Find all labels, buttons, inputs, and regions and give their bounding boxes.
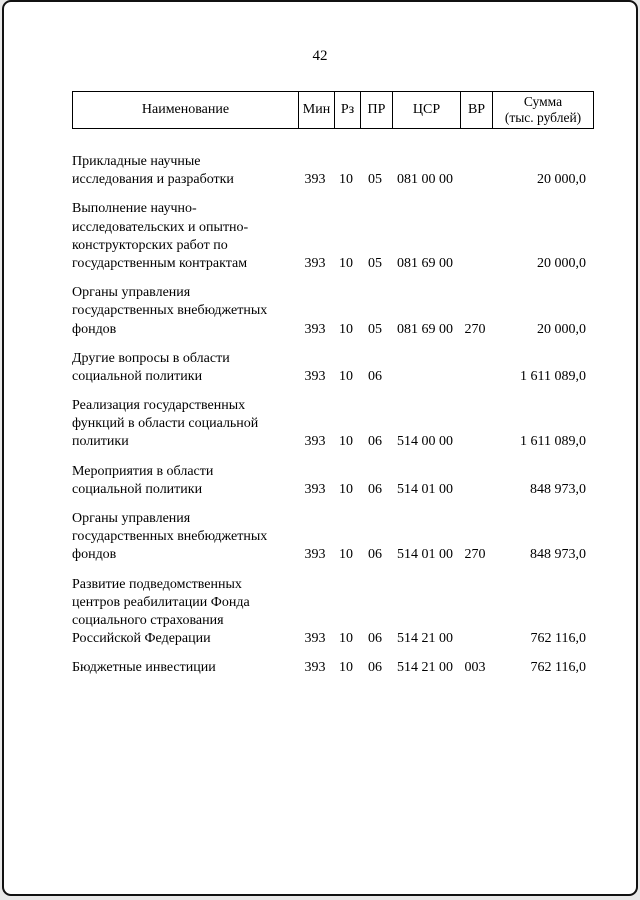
budget-table — [72, 91, 594, 678]
table-row — [72, 200, 594, 273]
header-sum — [492, 92, 593, 128]
row-pr: 05 — [368, 321, 382, 337]
row-name: Прикладные научные исследования и разработки — [72, 154, 234, 188]
row-sum: 20 000,0 — [537, 321, 586, 337]
row-pr: 06 — [368, 434, 382, 450]
row-name: Другие вопросы в области социальной политики — [72, 350, 230, 384]
table-row — [72, 153, 594, 189]
table-row — [72, 463, 594, 499]
table-row — [72, 510, 594, 565]
row-pr: 06 — [368, 660, 382, 676]
row-csr: 514 21 00 — [397, 660, 453, 676]
row-csr: 514 21 00 — [397, 631, 453, 647]
row-min: 393 — [304, 631, 326, 647]
header-vr: ВР — [460, 92, 492, 128]
table-row — [72, 576, 594, 649]
row-rz: 10 — [339, 547, 353, 563]
row-rz: 10 — [339, 631, 353, 647]
row-name: Бюджетные инвестиции — [72, 660, 216, 676]
row-pr: 06 — [368, 368, 382, 384]
row-rz: 10 — [339, 481, 353, 497]
row-min: 393 — [304, 172, 326, 188]
row-csr: 514 00 00 — [397, 434, 453, 450]
row-name: Развитие подведомственных центров реабилитации Фонда социального страхования Российской Федерации — [72, 576, 250, 647]
page-number: 42 — [312, 48, 328, 64]
header-rz: Рз — [334, 92, 360, 128]
row-pr: 06 — [368, 481, 382, 497]
row-sum: 20 000,0 — [537, 172, 586, 188]
row-csr: 081 69 00 — [397, 321, 453, 337]
row-sum: 848 973,0 — [530, 547, 586, 563]
row-vr: 270 — [464, 321, 486, 337]
row-rz: 10 — [339, 172, 353, 188]
table-body — [72, 153, 594, 678]
row-min: 393 — [304, 434, 326, 450]
row-name: Мероприятия в области социальной политики — [72, 463, 214, 497]
row-min: 393 — [304, 547, 326, 563]
row-pr: 06 — [368, 631, 382, 647]
table-row — [72, 284, 594, 339]
row-name: Выполнение научно-исследовательских и опытно-конструкторских работ по государственным контрактам — [72, 201, 249, 271]
header-sum-line1: Сумма — [523, 94, 563, 110]
row-pr: 05 — [368, 255, 382, 271]
row-sum: 762 116,0 — [530, 660, 586, 676]
table-row — [72, 659, 594, 677]
row-name: Органы управления государственных внебюджетных фондов — [72, 511, 268, 563]
row-rz: 10 — [339, 255, 353, 271]
row-rz: 10 — [339, 321, 353, 337]
document-page — [2, 0, 638, 896]
header-sum-line2: (тыс. рублей) — [504, 110, 582, 125]
row-name: Органы управления государственных внебюджетных фондов — [72, 285, 268, 337]
row-sum: 848 973,0 — [530, 481, 586, 497]
table-row — [72, 397, 594, 452]
row-rz: 10 — [339, 368, 353, 384]
row-min: 393 — [304, 321, 326, 337]
row-pr: 05 — [368, 172, 382, 188]
row-csr: 514 01 00 — [397, 547, 453, 563]
row-min: 393 — [304, 255, 326, 271]
header-name: Наименование — [141, 101, 230, 117]
row-min: 393 — [304, 660, 326, 676]
row-rz: 10 — [339, 434, 353, 450]
row-sum: 1 611 089,0 — [520, 434, 586, 450]
row-sum: 20 000,0 — [537, 255, 586, 271]
row-vr: 003 — [464, 660, 486, 676]
row-min: 393 — [304, 481, 326, 497]
row-min: 393 — [304, 368, 326, 384]
row-vr: 270 — [464, 547, 486, 563]
header-pr: ПР — [360, 92, 392, 128]
row-csr: 081 69 00 — [397, 255, 453, 271]
row-name: Реализация государственных функций в области социальной политики — [72, 398, 259, 450]
table-header-row — [72, 91, 594, 129]
header-min: Мин — [298, 92, 334, 128]
row-sum: 762 116,0 — [530, 631, 586, 647]
row-sum: 1 611 089,0 — [520, 368, 586, 384]
table-row — [72, 350, 594, 386]
header-csr: ЦСР — [392, 92, 460, 128]
row-pr: 06 — [368, 547, 382, 563]
row-rz: 10 — [339, 660, 353, 676]
row-csr: 514 01 00 — [397, 481, 453, 497]
row-csr: 081 00 00 — [397, 172, 453, 188]
